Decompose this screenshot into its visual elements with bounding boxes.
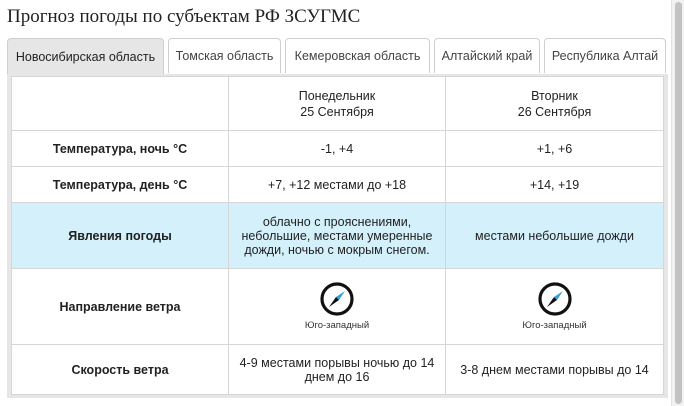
row-label-temp-day: Температура, день °C	[12, 167, 229, 203]
page-title: Прогноз погоды по субъектам РФ ЗСУГМС	[7, 6, 361, 27]
page-scrollbar[interactable]	[671, 0, 684, 406]
tab-altai-republic[interactable]: Республика Алтай	[544, 38, 666, 73]
table-row-phenomena	[12, 203, 664, 269]
table-row-wind-direction	[12, 269, 664, 345]
row-label-wind-speed: Скорость ветра	[12, 345, 229, 395]
day-weekday: Понедельник	[298, 88, 376, 103]
phenomena-value: облачно с прояснениями, небольшие, местами умеренные дожди, ночью с мокрым снегом.	[229, 203, 446, 269]
tab-tomsk[interactable]: Томская область	[168, 38, 281, 73]
row-label-wind-direction: Направление ветра	[12, 269, 229, 345]
temp-day-value: +7, +12 местами до +18	[229, 167, 446, 203]
day-weekday: Вторник	[531, 88, 578, 103]
tab-altai-krai[interactable]: Алтайский край	[434, 38, 540, 73]
scrollbar-thumb[interactable]	[675, 2, 682, 404]
table-corner-cell	[12, 77, 229, 131]
temp-night-value: -1, +4	[229, 131, 446, 167]
forecast-table	[11, 76, 664, 395]
row-label-phenomena: Явления погоды	[12, 203, 229, 269]
wind-speed-value: 3-8 днем местами порывы до 14	[446, 345, 664, 395]
compass-icon	[320, 282, 354, 316]
compass-icon	[538, 282, 572, 316]
row-label-temp-night: Температура, ночь °C	[12, 131, 229, 167]
temp-day-value: +14, +19	[446, 167, 664, 203]
phenomena-value: местами небольшие дожди	[446, 203, 664, 269]
table-row-wind-speed	[12, 345, 664, 395]
tab-kemerovo[interactable]: Кемеровская область	[285, 38, 430, 73]
day-date: 26 Сентября	[517, 104, 592, 119]
day-date: 25 Сентября	[300, 104, 374, 119]
day-header-monday	[229, 77, 446, 131]
wind-direction-text: Юго-западный	[304, 320, 370, 331]
table-header-row	[12, 77, 664, 131]
temp-night-value: +1, +6	[446, 131, 664, 167]
table-row-temp-night	[12, 131, 664, 167]
day-header-tuesday	[446, 77, 664, 131]
wind-speed-value: 4-9 местами порывы ночью до 14 днем до 16	[229, 345, 446, 395]
wind-direction-text: Юго-западный	[522, 320, 587, 331]
table-row-temp-day	[12, 167, 664, 203]
wind-direction-cell	[446, 269, 664, 345]
wind-direction-cell	[229, 269, 446, 345]
tab-novosibirsk[interactable]: Новосибирская область	[7, 38, 164, 75]
